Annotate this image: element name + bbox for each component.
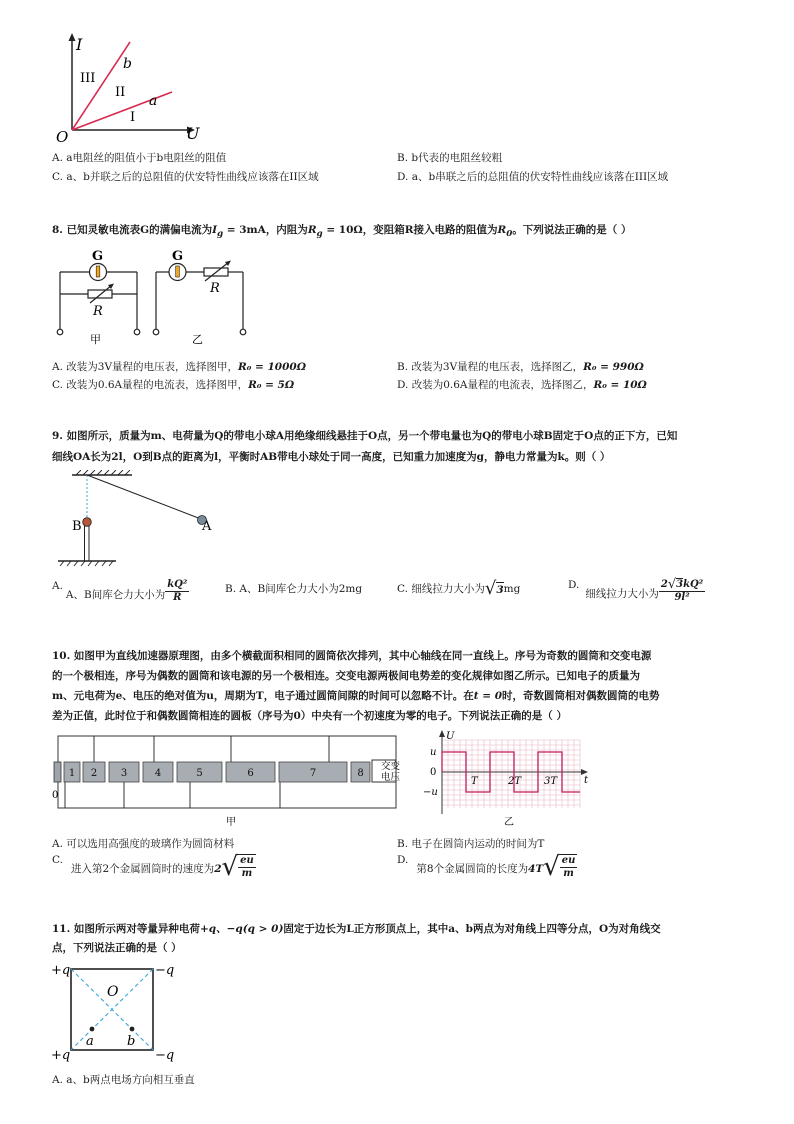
grid: [442, 740, 580, 808]
q9-option-d[interactable]: [568, 578, 705, 610]
square-charges-figure: [50, 958, 180, 1064]
q8-option-b[interactable]: [397, 360, 644, 374]
t-axis-label: t: [584, 775, 589, 786]
q8-option-c[interactable]: [52, 378, 294, 392]
q10-option-d-coefficient: 4T: [528, 863, 544, 875]
region-1-label: I: [130, 110, 136, 125]
tube-label-1: 1: [68, 768, 76, 779]
q9-option-b[interactable]: B. A、B间库仑力大小为2mg: [225, 583, 363, 595]
q8-stem: [52, 221, 631, 244]
q11-stem-line-1: [52, 920, 661, 939]
q10-stem-line-2: 的一个极相连，序号为偶数的圆筒和该电源的另一个极相连。交变电源两极间电势差的变化规律如图乙所示。已知电子的质量为: [52, 670, 640, 682]
sqrt-fraction: [238, 854, 256, 880]
q8-stem-text-3: ，变阻箱R接入电路的阻值为: [362, 224, 498, 236]
q8-option-a-value: R₀ = 1000Ω: [238, 361, 307, 373]
charge-top-left: +q: [51, 963, 71, 978]
variable-resistor-body: [88, 290, 112, 298]
line-b-label: b: [123, 56, 132, 72]
i-axis-arrow: [69, 33, 76, 41]
q10-option-c-sqrt: √ $\frac{eu}{m}$: [221, 852, 254, 882]
q8-option-a-text: A. 改装为3V量程的电压表，选择图甲，: [52, 361, 239, 373]
q9-option-a-label: A.: [52, 580, 63, 592]
q10-option-d[interactable]: [397, 853, 577, 885]
q10-option-c-label: C.: [52, 854, 63, 866]
q8-option-a[interactable]: [52, 360, 306, 374]
thread: [87, 475, 201, 519]
pendulum-figure: [50, 470, 225, 570]
q10-option-c[interactable]: [52, 853, 256, 885]
q8-r0-sub: 0: [506, 229, 513, 240]
u-axis-label: U: [186, 124, 200, 142]
q10-stem-line-1: 10. 如图甲为直线加速器原理图，由多个横截面积相同的圆筒依次排列，其中心轴线在同一直线上。序号为奇数的圆筒和交变电源: [52, 650, 652, 662]
q10-stem-line-3: [52, 687, 660, 706]
q11-stem-line-2: 点，下列说法正确的是（ ）: [52, 942, 182, 954]
u-axis-label: U: [446, 731, 455, 742]
q7-option-d[interactable]: D. a、b串联之后的总阻值的伏安特性曲线应该落在III区域: [397, 171, 669, 183]
resistor-label: R: [93, 304, 103, 319]
galvanometer-label: G: [92, 249, 104, 264]
voltage-waveform-figure: [418, 728, 593, 830]
q8-rg-sub: g: [316, 229, 323, 240]
q10-option-d-text: 第8个金属圆筒的长度为: [416, 863, 529, 875]
plate-label: 0: [52, 790, 59, 801]
line-a-label: a: [149, 93, 158, 109]
q8-rg-symbol: R: [307, 224, 317, 236]
q10-option-a[interactable]: A. 可以选用高强度的玻璃作为圆筒材料: [52, 838, 235, 850]
q7-option-c[interactable]: C. a、b并联之后的总阻值的伏安特性曲线应该落在II区域: [52, 171, 319, 183]
figure-caption: 乙: [192, 333, 203, 346]
q9-option-d-label: D.: [568, 579, 580, 591]
q7-option-a[interactable]: A. a电阻丝的阻值小于b电阻丝的阻值: [52, 152, 227, 164]
q10-option-d-sqrt: √ $\frac{eu}{m}$: [543, 852, 576, 882]
fraction-numerator: eu: [240, 855, 254, 866]
numerator-coefficient: 2: [660, 578, 668, 590]
q9-option-c-text: C. 细线拉力大小为: [397, 583, 485, 595]
fraction-denominator: R: [173, 592, 182, 603]
fraction-numerator: [659, 578, 705, 592]
fraction-denominator: 9l²: [674, 592, 690, 603]
point-b: [130, 1027, 135, 1032]
fraction-denominator: m: [563, 868, 574, 879]
charge-bottom-left: +q: [51, 1048, 71, 1063]
region-2-label: II: [115, 85, 126, 100]
tube-label-4: 4: [154, 768, 162, 779]
ac-source-label-1: 交变: [381, 761, 401, 772]
q11-charge-expression: +q、−q(q > 0): [199, 923, 284, 935]
q10-stem-line-3-text-1: m、元电荷为e、电压的绝对值为u，周期为T，电子通过圆筒间隙的时间可以忽略不计。在: [52, 690, 474, 702]
u-negative-label: −u: [423, 787, 438, 798]
q9-option-a-fraction: [165, 579, 189, 604]
q8-ig-value: = 3mA: [223, 224, 266, 236]
label-b: B: [72, 519, 82, 534]
ball-b: [83, 518, 92, 527]
q8-r0-symbol: R: [497, 224, 507, 236]
sqrt-fraction: [560, 854, 578, 880]
resistor-label: R: [210, 281, 220, 296]
q8-rg-value: = 10Ω: [322, 224, 363, 236]
q8-option-d[interactable]: [397, 378, 647, 392]
u-positive-label: u: [430, 747, 437, 758]
tube-label-5: 5: [196, 768, 203, 779]
q8-option-c-text: C. 改装为0.6A量程的电流表，选择图甲，: [52, 379, 249, 391]
q8-ig-symbol: I: [212, 224, 218, 236]
q8-option-c-value: R₀ = 5Ω: [248, 379, 295, 391]
q9-option-c-sqrt: √ 3: [484, 578, 504, 599]
circuit-parallel-figure: [50, 245, 150, 350]
q7-option-b[interactable]: B. b代表的电阻丝较粗: [397, 152, 503, 164]
q9-option-d-fraction: [659, 578, 705, 604]
origin-label: O: [56, 128, 69, 142]
q10-stem-line-3-text-2: 时，奇数圆筒相对偶数圆筒的电势: [502, 690, 660, 702]
fraction-numerator: kQ²: [167, 579, 188, 590]
q10-option-c-text: 进入第2个金属圆筒时的速度为: [71, 863, 215, 875]
fraction-denominator: m: [241, 868, 253, 879]
linear-accelerator-figure: [50, 730, 410, 830]
q8-stem-text-1: 8. 已知灵敏电流表G的满偏电流为: [52, 224, 213, 236]
fraction-numerator: eu: [561, 855, 576, 866]
q8-stem-text-2: ，内阻为: [265, 224, 308, 236]
label-a: A: [202, 519, 212, 534]
q8-option-d-value: R₀ = 10Ω: [593, 379, 647, 391]
q11-stem-text-2: 固定于边长为L正方形顶点上，其中a、b两点为对角线上四等分点，O为对角线交: [283, 923, 661, 935]
q11-option-a[interactable]: A. a、b两点电场方向相互垂直: [52, 1074, 195, 1086]
figure-caption: 甲: [90, 333, 101, 346]
charge-top-right: −q: [155, 963, 175, 978]
q9-option-d-text: 细线拉力大小为: [585, 588, 659, 600]
q8-option-b-text: B. 改装为3V量程的电压表，选择图乙，: [397, 361, 584, 373]
circuit-series-figure: [148, 245, 253, 350]
tube-label-6: 6: [247, 768, 254, 779]
q9-stem-line-2: 细线OA长为2l，O到B点的距离为l，平衡时AB带电小球处于同一高度，已知重力加速度为g，静电力常量为k。则（ ）: [52, 451, 611, 463]
tube-label-3: 3: [120, 768, 128, 779]
sqrt-radicand: 3: [676, 579, 684, 590]
q9-option-c[interactable]: [397, 580, 520, 598]
q10-time-expression: t = 0: [473, 690, 503, 702]
q10-stem-line-4: 差为正值，此时位于和偶数圆筒相连的圆板（序号为0）中央有一个初速度为零的电子。下列说法正确的是（ ）: [52, 710, 567, 722]
tick-t: T: [471, 776, 478, 787]
zero-label: 0: [430, 767, 437, 778]
region-3-label: III: [80, 71, 96, 86]
tick-3t: 3T: [544, 776, 558, 787]
q10-option-d-label: D.: [397, 854, 409, 866]
q8-rg: [307, 224, 363, 240]
point-a: [90, 1027, 95, 1032]
q8-r0: [497, 224, 513, 240]
numerator-sqrt: √ 3: [667, 577, 684, 592]
insulating-rod: [85, 524, 90, 561]
iu-graph: [50, 30, 210, 142]
sqrt-radicand: 3: [496, 583, 504, 596]
numerator-tail: kQ²: [683, 578, 704, 590]
point-a-label: a: [86, 1034, 94, 1049]
charge-bottom-right: −q: [155, 1048, 175, 1063]
q10-option-c-coefficient: 2: [214, 863, 222, 875]
tick-2t: 2T: [508, 776, 522, 787]
q8-ig: [212, 224, 266, 240]
i-axis-label: I: [76, 35, 83, 54]
q10-option-b[interactable]: B. 电子在圆筒内运动的时间为T: [397, 838, 545, 850]
q9-option-c-unit: mg: [503, 583, 521, 595]
galvanometer-label: G: [172, 249, 184, 264]
q9-stem-line-1: 9. 如图所示，质量为m、电荷量为Q的带电小球A用绝缘细线悬挂于O点，另一个带电量也为Q的带电小球B固定于O点的正下方，已知: [52, 430, 678, 442]
figure-caption: 乙: [504, 817, 514, 828]
q11-stem-text-1: 11. 如图所示两对等量异种电荷: [52, 923, 200, 935]
q8-stem-text-4: 。下列说法正确的是（ ）: [512, 224, 632, 236]
ac-source-label-2: 电压: [381, 772, 401, 783]
q9-option-a[interactable]: [52, 579, 189, 609]
tube-label-2: 2: [90, 768, 98, 779]
q8-option-d-text: D. 改装为0.6A量程的电流表，选择图乙，: [397, 379, 594, 391]
tube-label-7: 7: [309, 768, 317, 779]
plate-0: [54, 762, 61, 782]
q9-option-a-text: A、B间库仑力大小为: [65, 589, 166, 601]
figure-caption: 甲: [226, 817, 236, 828]
q8-ig-sub: g: [217, 229, 224, 240]
point-b-label: b: [127, 1034, 136, 1049]
center-o-label: O: [107, 984, 119, 1000]
tube-label-8: 8: [357, 768, 364, 779]
q8-option-b-value: R₀ = 990Ω: [583, 361, 644, 373]
accelerator-tubes: [64, 762, 370, 782]
